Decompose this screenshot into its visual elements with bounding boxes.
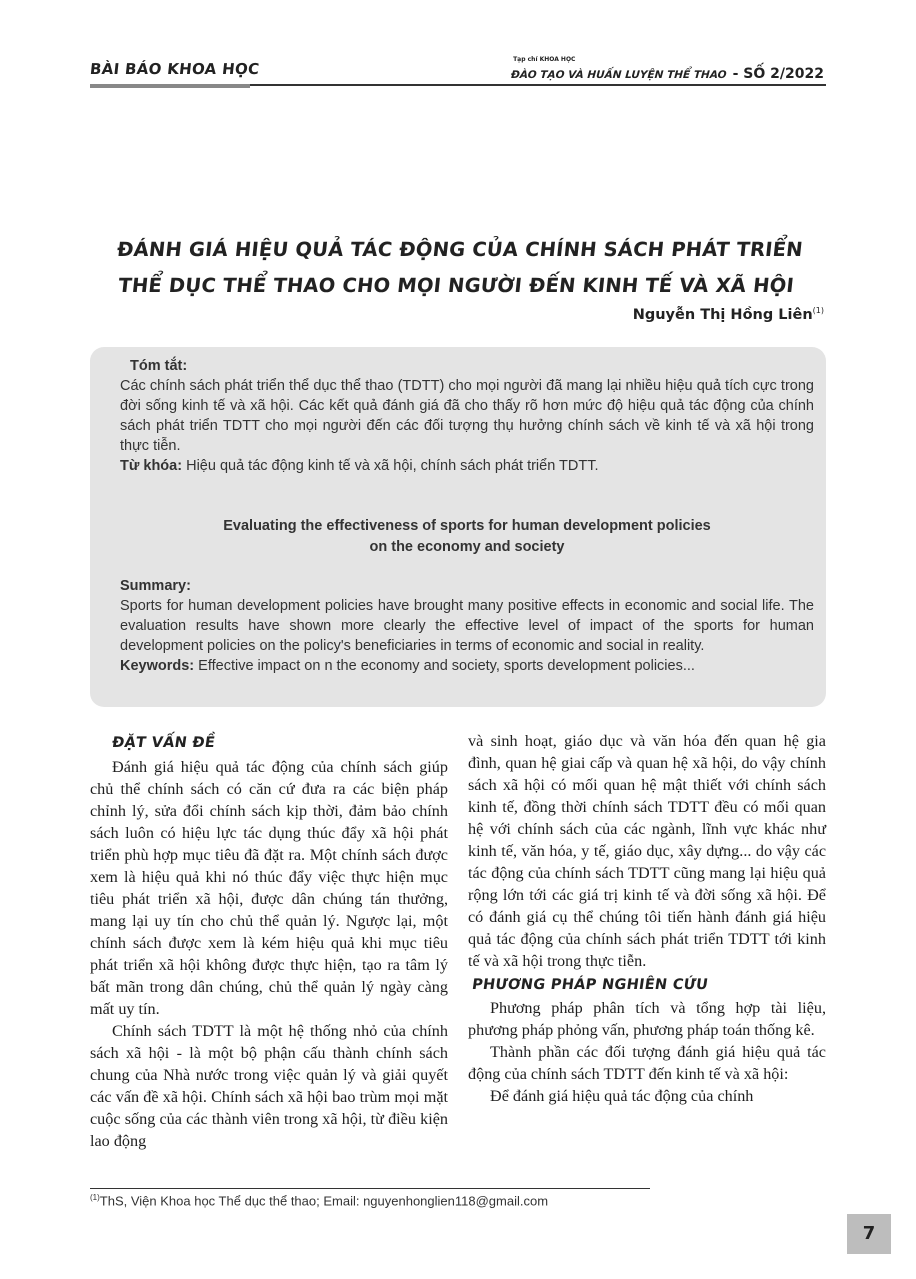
section-heading-introduction: ĐẶT VẤN ĐỀ [110, 735, 217, 751]
english-title [120, 516, 814, 558]
journal-small-label: Tạp chí KHOA HỌC [513, 56, 576, 63]
english-title-line-1: Evaluating the effectiveness of sports for human development policies [223, 518, 711, 534]
paragraph: Phương pháp phân tích và tổng hợp tài liệu, phương pháp phỏng vấn, phương pháp toán thống kê. [468, 999, 826, 1039]
paragraph: Để đánh giá hiệu quả tác động của chính [490, 1087, 754, 1105]
footnote-mark: (1) [90, 1193, 100, 1202]
issue-number: - SỐ 2/2022 [732, 66, 824, 82]
header-rule-accent [90, 84, 250, 88]
author-footnote-mark: (1) [812, 306, 824, 315]
en-keywords [120, 656, 814, 676]
article-title [86, 232, 830, 304]
vi-abstract-heading: Tóm tắt: [130, 358, 188, 374]
section-heading-methods: PHƯƠNG PHÁP NGHIÊN CỨU [470, 977, 710, 993]
paragraph: Chính sách TDTT là một hệ thống nhỏ của chính sách xã hội - là một bộ phận cấu thành chính sách chung của Nhà nước trong việc quản lý và giải quyết các vấn đề xã hội. Chính sách xã hội bao trùm mọi mặt cuộc sống của các thành viên trong xã hội, từ điều kiện lao động [90, 1022, 448, 1150]
en-keywords-label: Keywords: [120, 658, 195, 674]
journal-name: ĐÀO TẠO VÀ HUẤN LUYỆN THỂ THAO [510, 69, 728, 81]
en-summary-text: Sports for human development policies have brought many positive effects in economic and social life. The evaluation results have shown more clearly the effective level of impact of the sports for human development policies on the policy's beneficiaries in terms of economic and social in reality. [120, 598, 814, 654]
title-line-2: THỂ DỤC THỂ THAO CHO MỌI NGƯỜI ĐẾN KINH TẾ VÀ XÃ HỘI [117, 274, 796, 297]
section-label: BÀI BÁO KHOA HỌC [89, 60, 261, 78]
title-line-1: ĐÁNH GIÁ HIỆU QUẢ TÁC ĐỘNG CỦA CHÍNH SÁCH PHÁT TRIỂN [115, 238, 804, 261]
paragraph: và sinh hoạt, giáo dục và văn hóa đến quan hệ gia đình, quan hệ giai cấp và quan hệ xã hội, do vậy chính sách xã hội có mối quan hệ mật thiết với chính sách kinh tế, đồng thời chính sách TDTT đều có mối quan hệ với chính sách của các ngành, lĩnh vực khác như kinh tế, văn hóa, y tế, giáo dục, xây dựng... do vậy các tác động của chính sách TDTT cũng mang lại hiệu quả rộng lớn tới các giá trị kinh tế và đời sống xã hội. Để có đánh giá cụ thể chúng tôi tiến hành đánh giá hiệu quả tác động của chính sách phát triển TDTT tới kinh tế và xã hội trong thực tiễn. [468, 732, 826, 970]
author-name: Nguyễn Thị Hồng Liên [632, 306, 813, 323]
footnote-text: ThS, Viện Khoa học Thể dục thể thao; Email: nguyenhonglien118@gmail.com [99, 1193, 549, 1209]
vi-keywords-text: Hiệu quả tác động kinh tế và xã hội, chính sách phát triển TDTT. [186, 458, 599, 474]
vi-abstract-text: Các chính sách phát triển thể dục thể thao (TDTT) cho mọi người đã mang lại nhiều hiệu quả tích cực trong đời sống kinh tế và xã hội. Các kết quả đánh giá đã cho thấy rõ hơn mức độ hiệu quả tác động của chính sách phát triển TDTT cho mọi người đến các đối tượng thụ hưởng chính sách về kinh tế và xã hội trong thực tiễn. [120, 378, 814, 454]
footnote [90, 1193, 548, 1208]
body-column-left [90, 732, 448, 1152]
abstract-box [90, 347, 826, 707]
body-column-right [468, 730, 826, 1107]
author [633, 306, 824, 323]
english-title-line-2: on the economy and society [369, 539, 565, 555]
journal-header [511, 56, 824, 82]
paragraph: Đánh giá hiệu quả tác động của chính sách giúp chủ thể chính sách có căn cứ đưa ra các biện pháp chỉnh lý, sửa đổi chính sách kịp thời, đảm bảo chính sách luôn có hiệu lực tác dụng thúc đẩy xã hội phát triển phù hợp mục tiêu đã đặt ra. Một chính sách được xem là hiệu quả khi nó thúc đẩy việc thực hiện mục tiêu phát triển xã hội, được dân chúng tán thưởng, mang lại uy tín cho chủ thể quản lý. Ngược lại, một chính sách được xem là kém hiệu quả khi mục tiêu phát triển xã hội không được thực hiện, tạo ra tâm lý bất mãn trong dân chúng, chủ thể quản lý ngày càng mất uy tín. [90, 758, 448, 1018]
en-keywords-text: Effective impact on n the economy and society, sports development policies... [198, 658, 695, 674]
page-number: 7 [847, 1214, 891, 1254]
footnote-rule [90, 1188, 650, 1189]
vi-keywords [120, 456, 814, 476]
vi-keywords-label: Từ khóa: [120, 458, 183, 474]
en-summary-heading: Summary: [120, 578, 191, 594]
paragraph: Thành phần các đối tượng đánh giá hiệu quả tác động của chính sách TDTT đến kinh tế và xã hội: [468, 1043, 826, 1083]
